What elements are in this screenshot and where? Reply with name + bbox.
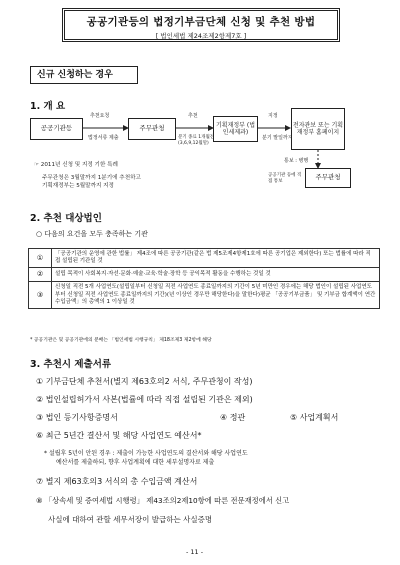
document-title: 공공기관등의 법정기부금단체 신청 및 추천 방법: [86, 16, 316, 28]
document-subtitle: [ 법인세법 제24조제2항제7호 ]: [155, 32, 247, 40]
item6-note-1: * 설립후 5년이 안된 경우 : 제출이 가능한 사업연도의 결산서와 해당 사업연도: [44, 450, 248, 457]
criteria-text: 설립 목적이 사회복지·자선·문화·예술·교육·학술·장학 등 공익목적 활동을 수행하는 것일 것: [52, 268, 380, 282]
arrow2-top-label: 추천: [188, 113, 198, 119]
arrow1-top-label: 추천요청: [90, 113, 110, 119]
doc-item: ⑦ 별지 제63호의3 서식의 총 수입금액 계산서: [36, 477, 198, 486]
arrow1-bottom-label: 법정서류 제출: [88, 135, 119, 141]
doc-item: ③ 법인 등기사항증명서: [36, 413, 118, 422]
flow-box-ministry: 주무관청: [128, 118, 176, 140]
criteria-num: ①: [29, 249, 52, 268]
item6-note-2: 예산서를 제출하되, 향후 사업계획에 대한 세부설명자료 제출: [56, 459, 215, 466]
section2-footnote: * 공공기관은 및 공공기관에의 분배는 「법인세법 시행규칙」 제18조제3 제2항에 해당: [30, 338, 212, 343]
doc-item: ⑤ 사업계획서: [290, 413, 339, 422]
section3-heading: 3. 추천시 제출서류: [30, 359, 112, 370]
box5-side-label: 공공기관 등에 직접 통보: [268, 173, 302, 184]
flow-box-ministry-notify: 주무관청: [305, 168, 351, 188]
criteria-text: 「공공기관의 운영에 관한 법률」 제4조에 따른 공공기관(같은 법 제5조제4항제1호에 따른 공기업은 제외한다) 또는 법률에 따라 직접 설립된 기관일 것: [52, 249, 380, 268]
page-number: - 11 -: [186, 548, 204, 556]
flow-box-gazette: 전자관보 또는 기획재정부 홈페이지: [291, 108, 345, 150]
section1-note-2: 주무관청은 3월말까지 1분기에 추천하고: [42, 175, 141, 181]
section2-heading: 2. 추천 대상법인: [30, 213, 102, 224]
arrow3-bottom-label: 분기 말일까지: [262, 135, 293, 141]
arrow2-bottom-label: 분기 종료 1개월전 (3,6,9,12월말): [178, 135, 215, 146]
criteria-row: [29, 268, 380, 282]
doc-item: ① 기부금단체 추천서(별지 제63호의2 서식, 주무관청이 작성): [36, 377, 253, 386]
criteria-text: 신청일 직전 5개 사업연도(설립일부터 신청일 직전 사업연도 종료일까지의 기간이 5년 미만인 경우에는 해당 법인이 설립된 사업연도부터 신청일 직전 사업연도 종료일까지의 기간)(년 이상인 경우만 해당한다)을 말한다)평균 「공공기부금품」 및 기부금 합계액이 연간 수입금액」의 총액의 1 이상일 것: [52, 282, 380, 308]
box5-top-label: 통보 : 병행: [284, 158, 309, 164]
flow-box-finance-ministry: 기획재정부 (법인세제과): [213, 116, 258, 142]
section2-intro-text: 다음의 요건을 모두 충족하는 기관: [44, 230, 148, 238]
new-case-label: 신규 신청하는 경우: [30, 66, 138, 84]
criteria-row: [29, 249, 380, 268]
doc-item: ④ 정관: [220, 413, 246, 422]
section1-note-1: ☞ 2011년 신청 및 지정 기한 특례: [34, 162, 118, 168]
criteria-row: [29, 282, 380, 308]
arrow3-top-label: 지정: [268, 113, 278, 119]
doc-item: ② 법인설립허가서 사본(법률에 따라 직접 설립된 기관은 제외): [36, 395, 253, 404]
section1-heading: 1. 개 요: [30, 101, 66, 112]
criteria-table: [28, 248, 380, 309]
section2-intro: ○ 다음의 요건을 모두 충족하는 기관: [36, 230, 148, 238]
section1-note-3: 기획재정부는 5월말까지 지정: [42, 183, 114, 189]
criteria-num: ③: [29, 282, 52, 308]
doc-item: ⑥ 최근 5년간 결산서 및 해당 사업연도 예산서*: [36, 431, 202, 440]
criteria-num: ②: [29, 268, 52, 282]
flow-box-public-agency: 공공기관등: [30, 118, 83, 140]
item8-continued: 사실에 대하여 관할 세무서장이 발급하는 사실증명: [48, 515, 213, 524]
doc-item: ⑧ 「상속세 및 증여세법 시행령」 제43조의2제10항에 따른 전문재정에서 신고: [36, 496, 290, 505]
